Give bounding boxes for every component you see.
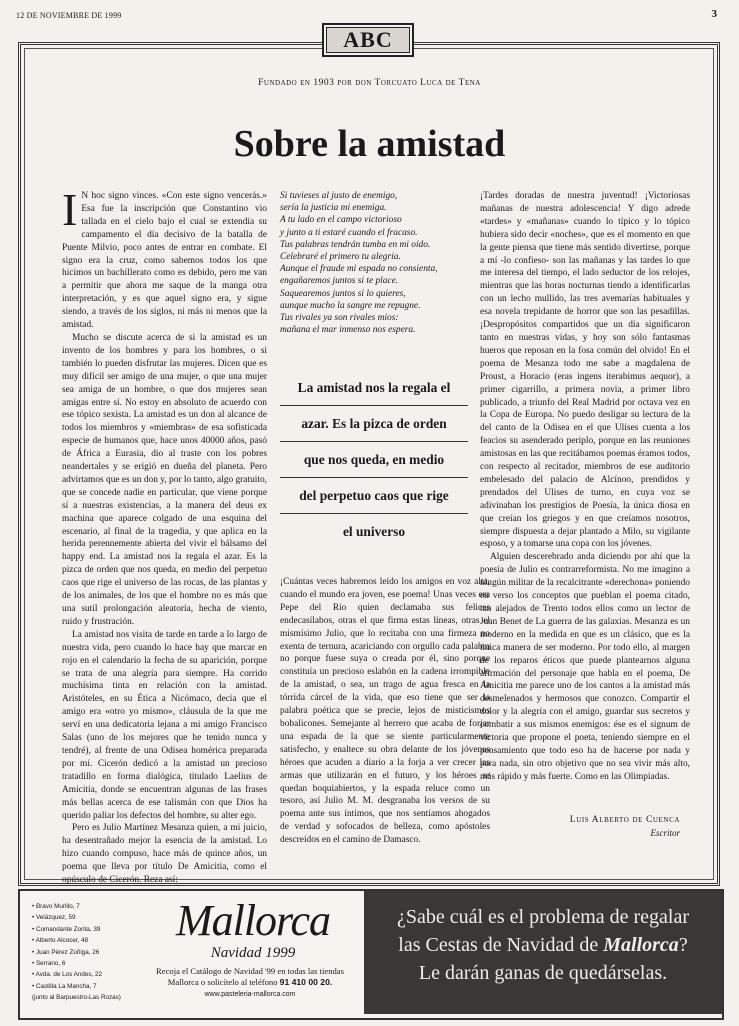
article-title: Sobre la amistad [233, 123, 506, 165]
author-name: Luis Alberto de Cuenca [569, 815, 680, 825]
pullquote-line: del perpetuo caos que rige [299, 488, 449, 503]
column-2 [280, 576, 490, 850]
poem-line: engañaremos juntos si te place. [280, 276, 399, 287]
poem-line: Tus palabras tendrán tumba en mi oído. [280, 239, 431, 250]
page-number: 3 [711, 8, 717, 20]
drop-cap: I [62, 184, 78, 235]
pullquote-line: La amistad nos la regala el [297, 380, 451, 395]
paragraph: ¡Cuántas veces habremos leído los amigos en voz alta, cuando el mundo era joven, ese poema! Unas veces era Pepe del Río quien declamaba sus felices endecasílabos, otras el que firma estas líneas, otras el mismísimo Julio, que lo recitaba con una firmeza no exenta de ternura, acariciando con orgullo cada palabra no porque fuese suya o creada por él, sino porque constituía un precioso eslabón en la cadena irrompible de la amistad, o sea, un trago de agua fresca en la tórrida cárcel de la vida, que eso tiene que ser la palabra poética que se precie, lejos de misticismos bobalicones. Semejante al herrero que acaba de forjar una espada de la que se siente particularmente satisfecho, y enaltece su obra delante de los jóvenes héroes que acuden a diario a la forja a ver crecer las armas que utilizarán en el futuro, y los héroes se quedan boquiabiertos, y la espada reluce como un tesoro, así Julio M. M. desgranaba los versos de su poema ante sus íntimos, que nos sentíamos ahogados de verdad y sofocados de belleza, como apóstoles descreídos en el camino de Damasco. [280, 577, 490, 846]
season-label: Navidad 1999 [210, 945, 296, 961]
paragraph: Pero es Julio Martínez Mesanza quien, a mi juicio, ha desentrañado mejor la esencia de la amistad. Lo hizo cuando compuso, hace más de quince años, un poema que lleva por título De Amicitia, como el opúsculo de Cicerón. Reza así: [62, 823, 267, 886]
poem-line: Tus rivales ya son rivales míos: [280, 313, 399, 324]
poem-line: Aunque el fraude mi espada no consienta, [280, 264, 438, 275]
address: • Alberto Alcocer, 48 [32, 937, 89, 945]
paragraph: I N hoc signo vinces. «Con este signo vencerás.» Esa fue la inscripción que Constantino vio tallada en el cielo bajo el cual se extendía su campamento el día decisivo de la batalla de Puente Milvio, poco antes de entrar en combate. El signo era la cruz, como sabemos todos los que hicimos un bachillerato como es debido, pero me van a permitir que ahora me saque de la manga otra interpretación, y es que aquel signo era, y sigue siendo, a través de los siglos, ni más ni menos que la amistad. [62, 184, 267, 331]
catalog-info: Recoja el Catálogo de Navidad '99 en todas las tiendas Mallorca o solicítelo al teléfono 91 410 00 20. [156, 966, 344, 987]
abc-logo: ABC [322, 23, 414, 57]
column-1 [62, 184, 267, 886]
ad-slogan: ¿Sabe cuál es el problema de regalar las Cestas de Navidad de Mallorca? Le darán ganas de quedárselas. [364, 891, 722, 1014]
address: • Juan Pérez Zúñiga, 26 [32, 948, 100, 956]
address: • Bravo Murillo, 7 [32, 903, 80, 910]
address: • Castilla La Mancha, 7 [32, 982, 97, 990]
poem-line: mañana el mar inmenso nos espera. [280, 325, 416, 336]
paragraph: ¡Tardes doradas de nuestra juventud! ¡Victoriosas mañanas de nuestra adolescencia! Y digo adrede «tardes» y «mañanas» cuando lo típico y lo tópico hubiera sido decir «noches», que es el momento en que la gente piensa que tiene más sentido divertirse, porque a mí -lo confieso- son las mañanas y las tardes lo que me interesa del tiempo, el lado seductor de los relojes, mientras que las horas nocturnas tiendo a identificarlas con un lecho mullido, las tres avemarías habituales y esa novela trepidante de horror que son las pesadillas. ¡Despropósitos compartidos que un día significaron tanto en nuestras vidas, y hoy son sólo fantasmas hueros que reposan en la fosa común del olvido! En el poema de Mesanza todo me sabe a magdalena de Proust, a Horacio (eras ingens iterabimus aequor), a primer cigarrillo, a primera novia, a primer libro publicado, a triunfo del Real Madrid por octava vez en la Copa de Europa. No puedo desligar su lectura de la del canto de la Odisea en el que Ulises cuenta a los feacios su asenderado periplo, porque en las reuniones amistosas en las que recitábamos poemas éramos todos, con respecto al recitador, miembros de ese auditorio embelesado del palacio de Alcínoo, prendidos y prendados del Ulises de turno, en cuya voz se adivinaban los prestigios de Poesía, la única diosa en que creían los griegos y en que creíamos nosotros, siempre dispuesta a dejar plantado a Milo, su vigilante esposo, y a tomarse una copa con los jóvenes. [480, 191, 690, 550]
slogan-brand: Mallorca [603, 934, 679, 956]
poem-line: aunque mucho la sangre me repugne. [280, 300, 421, 311]
poem-line: sería la justicia mi enemiga. [280, 203, 387, 214]
phone-number: 91 410 00 20. [279, 977, 333, 987]
advertisement[interactable] [18, 889, 724, 1020]
address: • Avda. de Los Andes, 22 [32, 971, 103, 979]
paragraph: La amistad nos visita de tarde en tarde a lo largo de nuestra vida, pero cuando lo hace hay que marcar en rojo en el calendario la fecha de su aparición, porque se trata de una alegría para siempre. Ha corrido muchísima tinta en relación con la amistad. Aristóteles, en su Ética a Nicómaco, decía que el amigo era «otro yo mismo», cláusula de la que me serví en una dedicatoria lejana a mi amigo Francisco Salas (uno de los mejores que he tenido nunca y tendré), al frente de una Odisea homérica preparada por mí. Cicerón dedicó a la amistad un precioso tratadillo en forma dialógica, titulado Laelius de Amicitia, donde se encuentran algunas de las frases más bellas acerca de ese talismán con que Dios ha querido paliar los defectos del hombre, su alter ego. [62, 629, 267, 821]
website-link[interactable]: www.pasteleria-mallorca.com [204, 991, 296, 998]
pullquote [276, 370, 472, 549]
pullquote-line: azar. Es la pizca de orden [301, 416, 447, 431]
poem-line: y junto a ti estaré cuando el fracaso. [280, 227, 418, 238]
author-role: Escritor [650, 828, 680, 838]
poem-line: Si tuvieses al justo de enemigo, [280, 191, 398, 201]
paragraph: Alguien descerebrado anda diciendo por ahí que la poesía de Julio es contrarreformista. No me imagino a ningún militar de la recalcitrante «derechona» poniendo en verso los conceptos que pueblan el poema citado, tan alejados de Trento todos ellos como un lector de Juan Benet de La guerra de las galaxias. Mesanza es un moderno en la medida en que es un clásico, que es la única manera de ser moderno. Por todo ello, al margen de los reparos éticos que puede plantearnos alguna afirmación del personaje que habla en el poema, De Amicitia me parece uno de los cantos a la amistad más desmelenados y hermosos que conozco. Compartir el dolor y la alegría con el amigo, guardar sus secretos y combatir a sus mismos enemigos: ése es el signum de victoria que propone el poeta, teniendo siempre en el pensamiento que todo eso ha de hacerse por nada y para nada, sin otro objetivo que no sea vivir más alto, más rápido y más fuerte. Como en las Olimpiadas. [480, 552, 690, 782]
poem-line: Saquearemos juntos si lo quieres, [280, 288, 406, 299]
poem-line: A tu lado en el campo victorioso [280, 215, 402, 226]
poem [280, 190, 490, 336]
page-date: 12 DE NOVIEMBRE DE 1999 [16, 11, 122, 20]
pullquote-line: que nos queda, en medio [303, 452, 445, 467]
brand-logo: Mallorca [175, 896, 331, 945]
address: • Comandante Zorita, 39 [32, 925, 101, 933]
column-3 [480, 190, 690, 814]
paragraph: Mucho se discute acerca de si la amistad es un invento de los hombres y para los hombres, o si también lo pueden disfrutar las mujeres. Dicen que es muy difícil ser amigo de una mujer, o que una mujer sea amiga de un hombre, o que dos mujeres sean amigas entre sí. No estoy en absoluto de acuerdo con ese tópico sexista. La amistad es un don al alcance de todos los miembros y «miembras» de esa sofisticada especie de humanos que, hace unos 40000 años, pasó de África a Eurasia, dio al traste con los pobres neandertales y se erigió en dueña del planeta. Pero advirtamos que es un don y, por lo tanto, algo gratuito, que se concede nadie en particular, que viene porque sí a nuestras existencias, a la manera del deus ex machina que aparece colgado de una esquina del escenario, al final de la tragedia, y que aplica en la herida perennemente abierta del vivir el bálsamo del happy end. La amistad nos la regala el azar. Es la pizca de orden que nos queda, en medio del perpetuo caos que rige el universo de las rocas, de las plantas y de los animales, de los que el hombre no es más que una sutil prolongación aleatoria, hecha de viento, ruido y frustración. [62, 332, 267, 627]
address: • Serrano, 6 [32, 960, 66, 968]
pullquote-line: el universo [342, 524, 406, 539]
address: (junto al Barpuestro-Las Rozas) [32, 994, 121, 1002]
poem-line: Celebraré el primero tu alegría. [280, 252, 401, 263]
address: • Velázquez, 59 [32, 914, 76, 922]
founded-line: Fundado en 1903 por don Torcuato Luca de Tena [258, 78, 481, 88]
store-addresses [32, 901, 142, 1004]
